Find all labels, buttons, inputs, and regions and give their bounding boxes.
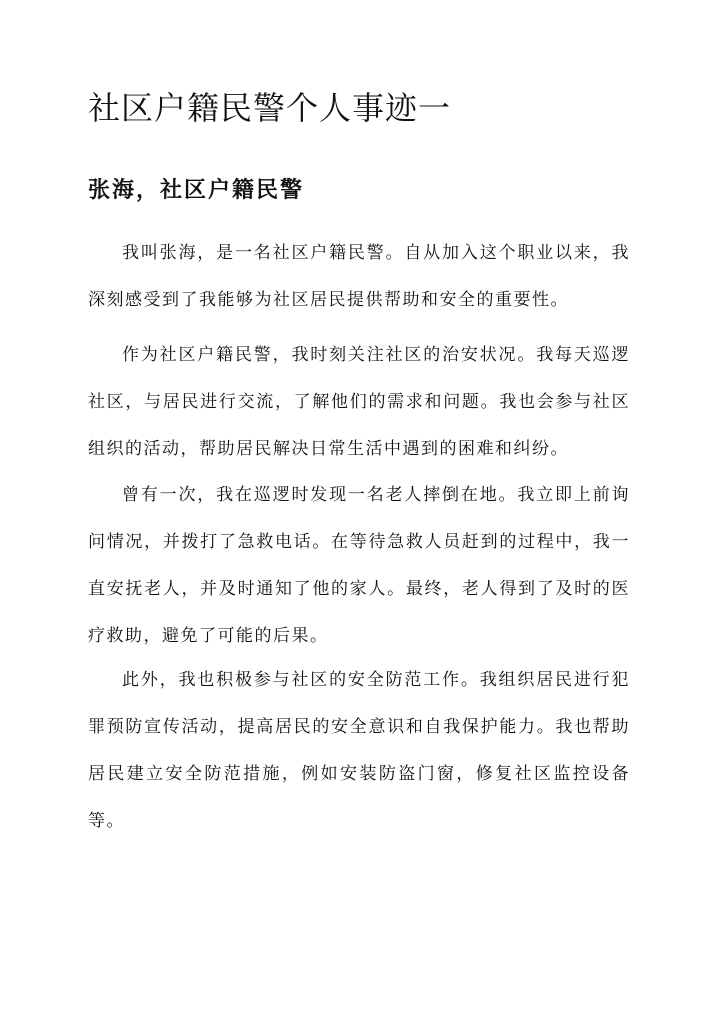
paragraph-elderly-rescue: 曾有一次，我在巡逻时发现一名老人摔倒在地。我立即上前询问情况，并拨打了急救电话。在等待急救人员赶到的过程中，我一直安抚老人，并及时通知了他的家人。最终，老人得到了及时的医疗救助，避免了可能的后果。 [88,485,630,646]
document-subtitle: 张海，社区户籍民警 [88,177,305,203]
paragraph-introduction: 我叫张海，是一名社区户籍民警。自从加入这个职业以来，我深刻感受到了我能够为社区居民提供帮助和安全的重要性。 [88,243,630,310]
paragraph-patrol-duties: 作为社区户籍民警，我时刻关注社区的治安状况。我每天巡逻社区，与居民进行交流，了解他们的需求和问题。我也会参与社区组织的活动，帮助居民解决日常生活中遇到的困难和纠纷。 [88,345,630,459]
document-title: 社区户籍民警个人事迹一 [88,89,452,127]
paragraph-safety-prevention: 此外，我也积极参与社区的安全防范工作。我组织居民进行犯罪预防宣传活动，提高居民的安全意识和自我保护能力。我也帮助居民建立安全防范措施，例如安装防盗门窗，修复社区监控设备等。 [88,670,630,831]
